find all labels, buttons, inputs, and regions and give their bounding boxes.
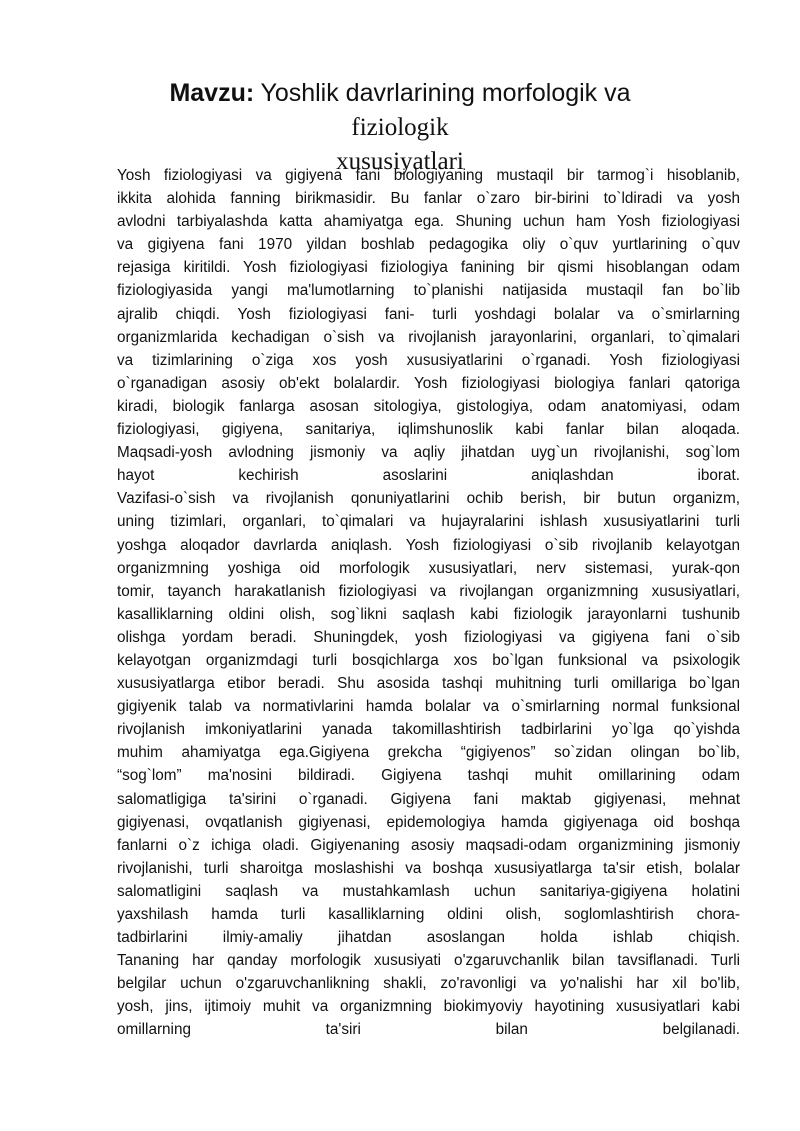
body-line: ikkita alohida fanning birikmasidir. Bu fanlar o`zaro bir-birini to`ldiradi va yosh [117,190,740,208]
body-line: rejasiga kiritildi. Yosh fiziologiyasi fiziologiya fanining bir qismi hisoblangan odam [117,259,740,277]
title-text-part3: xususiyatlari [336,148,464,175]
body-line: salomatligiga ta'sirini o`rganadi. Gigiyena fani maktab gigiyenasi, mehnat [117,790,740,808]
body-line: va gigiyena fani 1970 yildan boshlab pedagogika oliy o`quv yurtlarining o`quv [117,236,740,254]
body-line: kasalliklarning oldini olish, sog`likni saqlash kabi fiziologik jarayonlarni tushunib [117,605,740,623]
body-line: Vazifasi-o`sish va rivojlanish qonuniyatlarini ochib berish, bir butun organizm, [117,490,740,508]
body-line: “sog`lom” ma'nosini bildiradi. Gigiyena tashqi muhit omillarining odam [117,767,740,785]
body-line: omillarning ta'siri bilan belgilanadi. [117,1021,740,1039]
body-line: gigiyenik talab va normativlarini hamda bolalar va o`smirlarning normal funksional [117,698,740,716]
title-text-part1: Yoshlik davrlarining morfologik va [260,79,631,107]
body-line: gigiyenasi, ovqatlanish gigiyenasi, epidemologiya hamda gigiyenaga oid boshqa [117,813,740,831]
body-line: yaxshilash hamda turli kasalliklarning oldini olish, soglomlashtirish chora- [117,906,740,923]
body-line: yosh, jins, ijtimoiy muhit va organizmning biokimyoviy hayotining xususiyatlari kabi [117,998,740,1016]
body-line: fanlarni o`z ichiga oladi. Gigiyenaning asosiy maqsadi-odam organizmining jismoniy [117,836,740,854]
body-line: xususiyatlarga etibor beradi. Shu asosida tashqi muhitning turli omillariga bo`lgan [117,675,740,693]
body-line: tadbirlarini ilmiy-amaliy jihatdan asoslangan holda ishlab chiqish. [117,929,740,947]
body-line: fiziologiyasi, gigiyena, sanitariya, iqlimshunoslik kabi fanlar bilan aloqada. [117,421,740,439]
title-label: Mavzu: [169,79,255,107]
body-line: rivojlanish imkoniyatlarini yanada takomillashtirish tadbirlarini yo`lga qo`yishda [117,721,740,739]
body-line: kelayotgan organizmdagi turli bosqichlarga xos bo`lgan funksional va psixologik [117,651,740,669]
body-line: o`rganadigan asosiy ob'ekt bolalardir. Yosh fiziologiyasi biologiya fanlari qatoriga [117,374,740,392]
title-text-part2: fiziologik [351,114,449,141]
body-line: Maqsadi-yosh avlodning jismoniy va aqliy jihatdan uyg`un rivojlanishi, sog`lom [117,444,740,462]
body-line: tomir, tayanch harakatlanish fiziologiyasi va rivojlangan organizmning xususiyatlari, [117,582,740,600]
body-line: muhim ahamiyatga ega.Gigiyena grekcha “gigiyenos” so`zidan olingan bo`lib, [117,744,740,762]
body-line: ajralib chiqdi. Yosh fiziologiyasi fani- turli yoshdagi bolalar va o`smirlarning [117,305,740,323]
body-line: olishga yordam beradi. Shuningdek, yosh fiziologiyasi va gigiyena fani o`sib [117,628,740,646]
body-line: hayot kechirish asoslarini aniqlashdan iborat. [117,467,740,485]
body-line: Yosh fiziologiyasi va gigiyena fani biologiyaning mustaqil bir tarmog`i hisoblanib, [117,167,740,184]
document-body [117,164,740,1042]
body-line: rivojlanishi, turli sharoitga moslashishi va boshqa xususiyatlarga ta'sir etish, bolalar [117,859,740,877]
body-line: salomatligini saqlash va mustahkamlash uchun sanitariya-gigiyena holatini [117,882,740,900]
body-line: belgilar uchun o'zgaruvchanlikning shakli, zo'ravonligi va yo'nalishi har xil bo'lib, [117,975,740,993]
body-line: fiziologiyasida yangi ma'lumotlarning to`planishi natijasida mustaqil fan bo`lib [117,282,740,300]
body-line: va tizimlarining o`ziga xos yosh xususiyatlarini o`rganadi. Yosh fiziologiyasi [117,351,740,369]
body-line: uning tizimlari, organlari, to`qimalari va hujayralarini ishlash xususiyatlarini turli [117,513,740,531]
body-line: organizmning yoshiga oid morfologik xususiyatlari, nerv sistemasi, yurak-qon [117,559,740,577]
body-line: Tananing har qanday morfologik xususiyati o'zgaruvchanlik bilan tavsiflanadi. Turli [117,952,740,970]
body-line: organizmlarida kechadigan o`sish va rivojlanish jarayonlarini, organlari, to`qimalari [117,328,740,346]
body-line: kiradi, biologik fanlarga asosan sitologiya, gistologiya, odam anatomiyasi, odam [117,397,740,415]
body-line: yoshga aloqador davrlarda aniqlash. Yosh fiziologiyasi o`sib rivojlanib kelayotgan [117,536,740,554]
body-line: avlodni tarbiyalashda katta ahamiyatga ega. Shuning uchun ham Yosh fiziologiyasi [117,213,740,231]
